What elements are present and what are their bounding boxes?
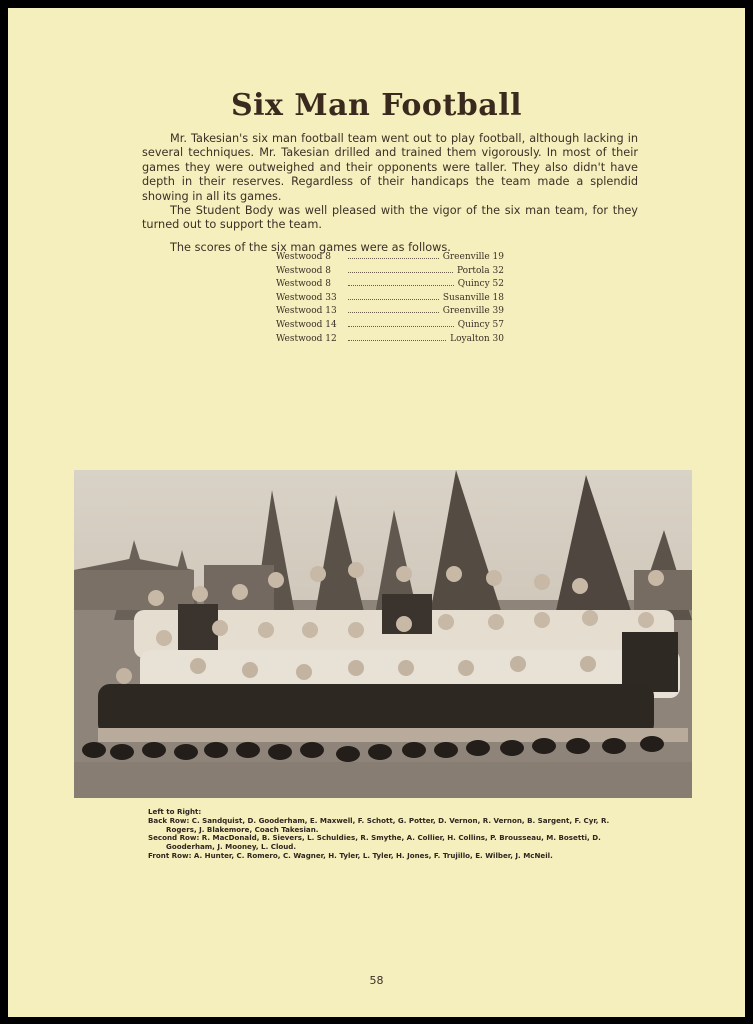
home-score: Westwood 14: [276, 319, 337, 330]
team-photo: [74, 470, 692, 798]
home-score: Westwood 8: [276, 252, 331, 262]
score-row: [276, 266, 504, 280]
yearbook-page: [8, 8, 745, 1017]
home-score: Westwood 12: [276, 333, 337, 344]
dot-leader: [348, 326, 454, 327]
caption-second-row: Second Row: R. MacDonald, B. Sievers, L. Schuldies, R. Smythe, A. Collier, H. Collins, P. Brousseau, M. Bosetti, D. Gooderham, J. Mooney, L. Cloud.: [148, 833, 601, 852]
caption-back-row: Back Row: C. Sandquist, D. Gooderham, E. Maxwell, F. Schott, G. Potter, D. Vernon, R. Vernon, B. Sargent, F. Cyr, R. Rogers, J. Blakemore, Coach Takesian.: [148, 815, 610, 834]
opponent-score: Greenville 39: [442, 306, 504, 317]
score-row: [276, 306, 504, 320]
article-body: [142, 132, 638, 255]
scores-intro: The scores of the six man games were as follows.: [170, 240, 451, 254]
dot-leader: [348, 258, 439, 259]
score-row: [276, 293, 504, 307]
caption-front-row: Front Row: A. Hunter, C. Romero, C. Wagner, H. Tyler, L. Tyler, H. Jones, F. Trujillo, E. Wilber, J. McNeil.: [148, 850, 553, 860]
opponent-score: Loyalton 30: [450, 333, 504, 344]
paragraph: Mr. Takesian's six man football team went out to play football, although lacking in several techniques. Mr. Takesian drilled and trained them vigorously. In most of their games they were outweighed and their opponents were taller. They also didn't have depth in their reserves. Regardless of their handicaps the team made a splendid showing in all its games.: [142, 132, 638, 203]
scores-list: [276, 252, 504, 347]
dot-leader: [348, 285, 454, 286]
score-row: [276, 334, 504, 348]
page-number: 58: [369, 974, 384, 987]
photo-caption: [148, 808, 636, 861]
opponent-score: Greenville 19: [442, 252, 504, 262]
opponent-score: Quincy 52: [457, 279, 504, 290]
dot-leader: [348, 272, 453, 273]
home-score: Westwood 33: [276, 292, 337, 303]
score-row: [276, 320, 504, 334]
caption-heading: Left to Right:: [148, 807, 202, 816]
score-row: [276, 252, 504, 266]
home-score: Westwood 13: [276, 306, 337, 317]
page-title: Six Man Football: [230, 88, 523, 123]
dot-leader: [348, 340, 446, 341]
dot-leader: [348, 312, 439, 313]
score-row: [276, 279, 504, 293]
opponent-score: Susanville 18: [442, 292, 504, 303]
dot-leader: [348, 299, 439, 300]
home-score: Westwood 8: [276, 265, 331, 276]
opponent-score: Portola 32: [456, 265, 504, 276]
paragraph: The Student Body was well pleased with the vigor of the six man team, for they turned out to support the team.: [142, 204, 638, 232]
home-score: Westwood 8: [276, 279, 331, 290]
opponent-score: Quincy 57: [457, 319, 504, 330]
